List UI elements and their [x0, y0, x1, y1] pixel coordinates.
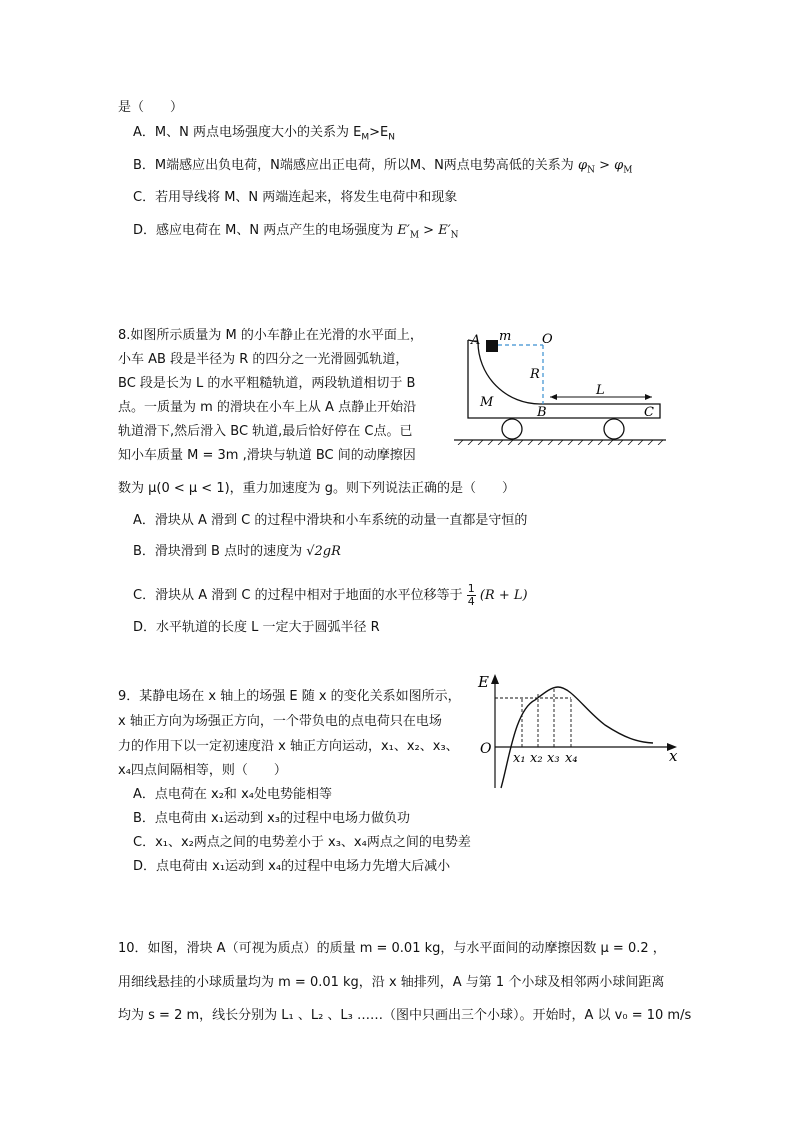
q8-stem-line7: 数为 μ(0 < μ < 1)，重力加速度为 g。则下列说法正确的是（ ）	[118, 481, 516, 496]
q8-cart-figure	[450, 330, 670, 445]
label-a: A	[471, 333, 481, 348]
ground-hatching	[458, 440, 663, 445]
label-b: B	[537, 405, 547, 420]
q10-stem-line1: 10．如图，滑块 A（可视为质点）的质量 m = 0.01 kg，与水平面间的动摩擦因数 μ = 0.2 ，	[118, 941, 666, 956]
q8-option-b: B．滑块滑到 B 点时的速度为 √2gR	[133, 544, 341, 559]
label-x3: x₃	[547, 751, 560, 766]
label-cart-m: M	[480, 395, 494, 410]
fraction: $\frac{1}{4}$	[467, 582, 475, 608]
q8-stem-line5: 轨道滑下,然后滑入 BC 轨道,最后恰好停在 C点。已	[118, 424, 413, 439]
label-o: O	[542, 332, 553, 347]
label-m: m	[499, 330, 512, 344]
q8-stem-line6: 知小车质量 M = 3m ,滑块与轨道 BC 间的动摩擦因	[118, 448, 416, 463]
q10-stem-line2: 用细线悬挂的小球质量均为 m = 0.01 kg，沿 x 轴排列，A 与第 1 个小球及相邻两小球间距离	[118, 975, 665, 990]
q8-stem-line4: 点。一质量为 m 的滑块在小车上从 A 点静止开始沿	[118, 400, 417, 415]
label-l: L	[596, 383, 605, 398]
q9-stem-line2: x 轴正方向为场强正方向，一个带负电的点电荷只在电场	[118, 714, 442, 729]
q7-option-c: C．若用导线将 M、N 两端连起来，将发生电荷中和现象	[133, 190, 458, 205]
label-c: C	[644, 405, 654, 420]
q10-stem-line3: 均为 s = 2 m，线长分别为 L₁ 、L₂ 、L₃ ……（图中只画出三个小球）。开始时，A 以 v₀ = 10 m/s	[118, 1008, 692, 1023]
q8-stem-line2: 小车 AB 段是半径为 R 的四分之一光滑圆弧轨道，	[118, 352, 409, 367]
q7-option-d: D．感应电荷在 M、N 两点产生的电场强度为 $E'_M > E'_N$	[133, 223, 459, 241]
label-e: E	[478, 673, 489, 691]
q9-stem-line1: 9．某静电场在 x 轴上的场强 E 随 x 的变化关系如图所示，	[118, 689, 461, 704]
q8-option-d: D．水平轨道的长度 L 一定大于圆弧半径 R	[133, 620, 380, 635]
q9-option-d: D．点电荷由 x₁运动到 x₄的过程中电场力先增大后减小	[133, 859, 451, 874]
wheel-right	[604, 419, 624, 439]
label-x4: x₄	[565, 751, 578, 766]
slider-block	[486, 340, 498, 352]
q9-stem-line4: x₄四点间隔相等，则（ ）	[118, 763, 287, 778]
q7-stem-tail: 是（ ）	[118, 100, 184, 115]
label-origin: O	[480, 741, 492, 757]
q9-field-graph	[475, 670, 685, 790]
field-curve	[501, 687, 653, 788]
q8-option-c: C．滑块从 A 滑到 C 的过程中相对于地面的水平位移等于 $\frac{1}{4}$ (R + L)	[133, 582, 528, 608]
q9-stem-line3: 力的作用下以一定初速度沿 x 轴正方向运动，x₁、x₂、x₃、	[118, 739, 459, 754]
q7-option-b: B．M端感应出负电荷，N端感应出正电荷，所以M、N两点电势高低的关系为 $\varphi_N > \varphi_M$	[133, 158, 633, 176]
q8-stem-line1: 8.如图所示质量为 M 的小车静止在光滑的水平面上，	[118, 328, 423, 343]
label-x1: x₁	[513, 751, 526, 766]
q8-stem-line3: BC 段是长为 L 的水平粗糙轨道，两段轨道相切于 B	[118, 376, 416, 391]
label-r: R	[530, 367, 540, 382]
q9-option-b: B．点电荷由 x₁运动到 x₃的过程中电场力做负功	[133, 811, 410, 826]
label-x: x	[669, 747, 678, 765]
label-x2: x₂	[530, 751, 543, 766]
wheel-left	[502, 419, 522, 439]
q8-option-a: A．滑块从 A 滑到 C 的过程中滑块和小车系统的动量一直都是守恒的	[133, 513, 528, 528]
q9-option-c: C．x₁、x₂两点之间的电势差小于 x₃、x₄两点之间的电势差	[133, 835, 471, 850]
q9-option-a: A．点电荷在 x₂和 x₄处电势能相等	[133, 787, 332, 802]
q7-option-a: A．M、N 两点电场强度大小的关系为 $E_M>E_N$	[133, 125, 395, 143]
